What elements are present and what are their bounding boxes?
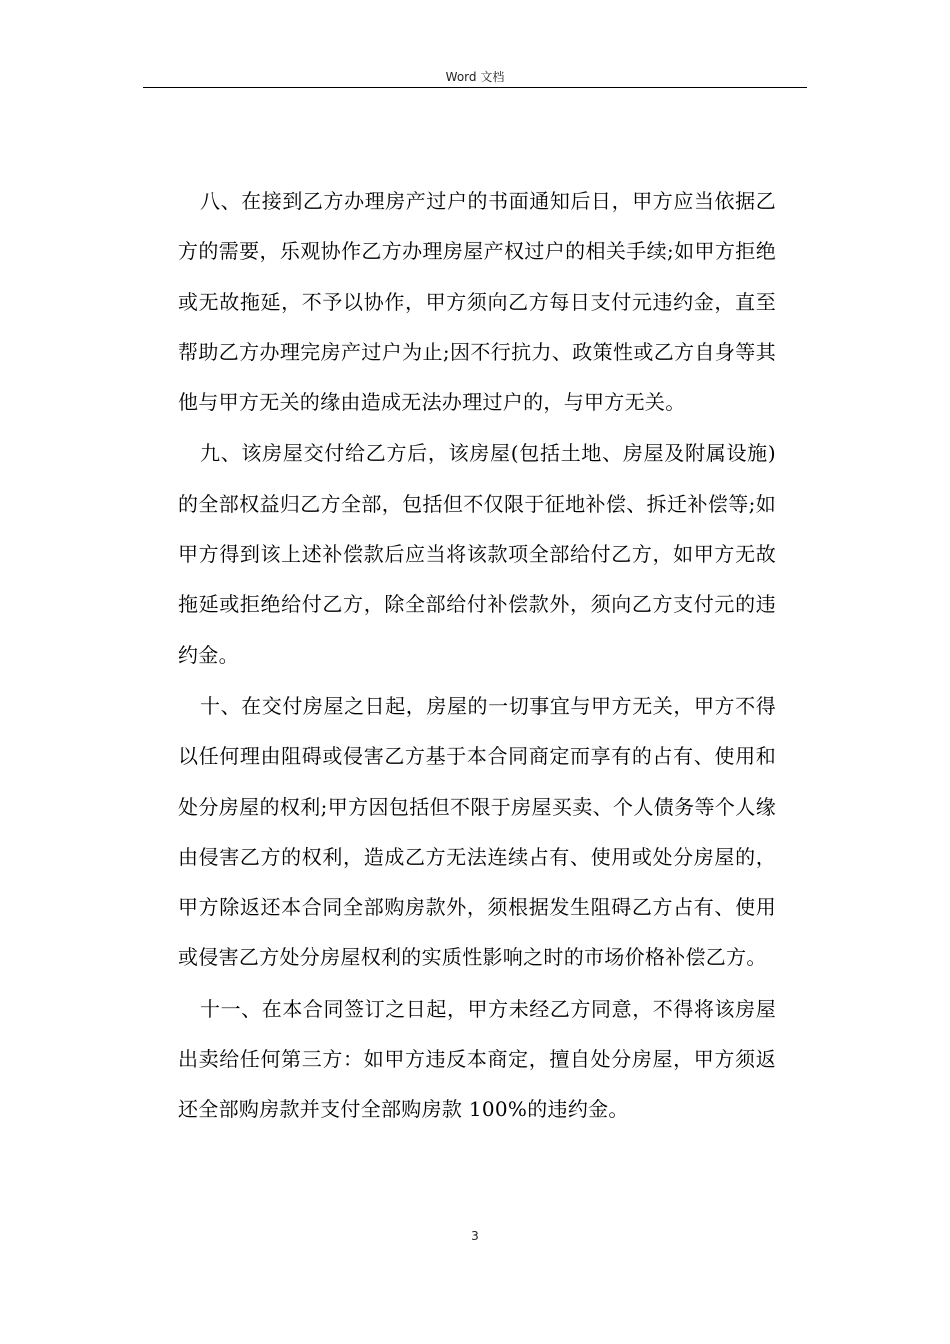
document-body — [178, 176, 776, 1136]
header-divider — [143, 87, 807, 88]
clause-9-paragraph: 九、该房屋交付给乙方后，该房屋(包括土地、房屋及附属设施)的全部权益归乙方全部，包括但不仅限于征地补偿、拆迁补偿等;如甲方得到该上述补偿款后应当将该款项全部给付乙方，如甲方无故拖延或拒绝给付乙方，除全部给付补偿款外，须向乙方支付元的违约金。 — [178, 441, 776, 667]
clause-8-paragraph: 八、在接到乙方办理房产过户的书面通知后日，甲方应当依据乙方的需要，乐观协作乙方办理房屋产权过户的相关手续;如甲方拒绝或无故拖延，不予以协作，甲方须向乙方每日支付元违约金，直至帮助乙方办理完房产过户为止;因不行抗力、政策性或乙方自身等其他与甲方无关的缘由造成无法办理过户的，与甲方无关。 — [178, 189, 776, 415]
clause-10-paragraph: 十、在交付房屋之日起，房屋的一切事宜与甲方无关，甲方不得以任何理由阻碍或侵害乙方基于本合同商定而享有的占有、使用和处分房屋的权利;甲方因包括但不限于房屋买卖、个人债务等个人缘由侵害乙方的权利，造成乙方无法连续占有、使用或处分房屋的，甲方除返还本合同全部购房款外，须根据发生阻碍乙方占有、使用或侵害乙方处分房屋权利的实质性影响之时的市场价格补偿乙方。 — [178, 693, 776, 970]
page-number: 3 — [471, 1229, 479, 1243]
page-header: Word 文档 — [445, 70, 505, 84]
clause-11-paragraph: 十一、在本合同签订之日起，甲方未经乙方同意，不得将该房屋出卖给任何第三方：如甲方违反本商定，擅自处分房屋，甲方须返还全部购房款并支付全部购房款 100%的违约金。 — [178, 996, 776, 1122]
